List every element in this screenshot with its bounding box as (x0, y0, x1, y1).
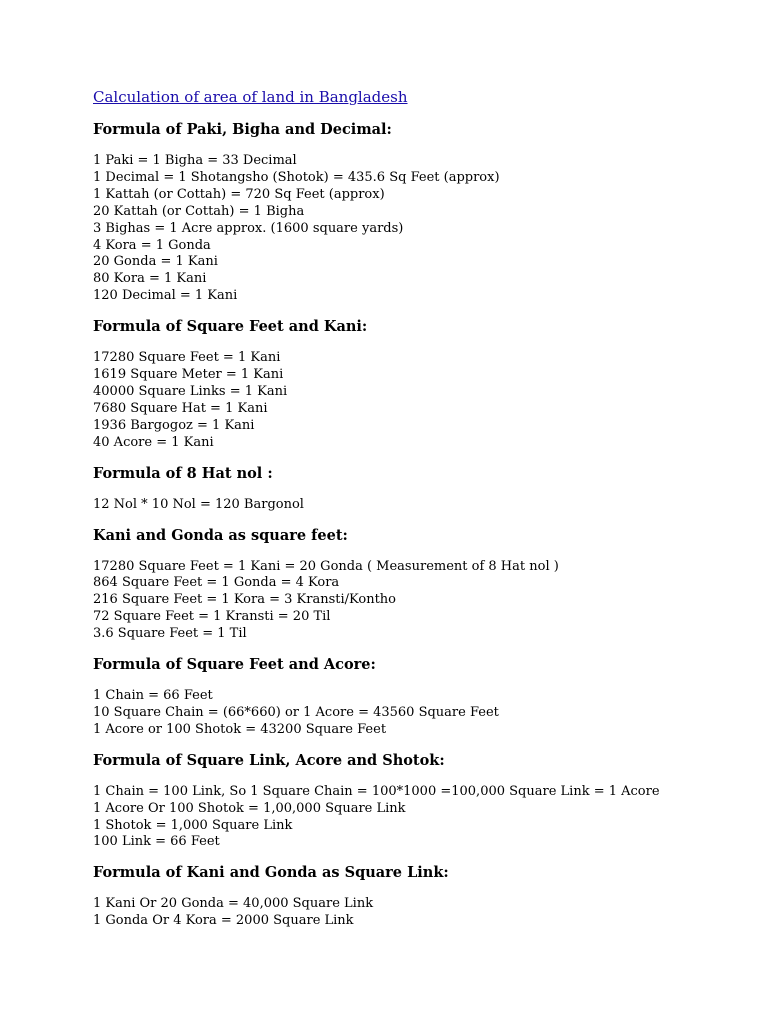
title-link[interactable]: Calculation of area of land in Bangladesh (93, 88, 408, 106)
section-heading: Formula of Square Feet and Acore: (93, 656, 376, 674)
formula-section (93, 862, 743, 930)
formula-line: 4 Kora = 1 Gonda (93, 237, 211, 253)
formula-section (93, 525, 743, 644)
formula-line: 120 Decimal = 1 Kani (93, 288, 238, 304)
formula-section (93, 119, 743, 305)
sections-container (93, 119, 743, 930)
formula-section (93, 654, 743, 739)
document-body (93, 86, 743, 930)
formula-line: 100 Link = 66 Feet (93, 834, 220, 850)
section-heading: Formula of Paki, Bigha and Decimal: (93, 121, 392, 138)
formula-section (93, 316, 743, 451)
formula-line: 3.6 Square Feet = 1 Til (93, 626, 247, 642)
formula-line: 1 Shotok = 1,000 Square Link (93, 817, 293, 833)
formula-line: 10 Square Chain = (66*660) or 1 Acore = 43560 Square Feet (93, 704, 499, 720)
formula-list (93, 350, 743, 451)
formula-line: 40 Acore = 1 Kani (93, 434, 214, 450)
formula-line: 864 Square Feet = 1 Gonda = 4 Kora (93, 575, 340, 591)
formula-line: 20 Gonda = 1 Kani (93, 254, 218, 270)
formula-list (93, 784, 743, 852)
formula-list (93, 559, 743, 644)
formula-line: 1 Chain = 66 Feet (93, 688, 213, 704)
formula-line: 72 Square Feet = 1 Kransti = 20 Til (93, 609, 331, 625)
formula-line: 1 Kattah (or Cottah) = 720 Sq Feet (approx) (93, 186, 385, 202)
formula-line: 1 Decimal = 1 Shotangsho (Shotok) = 435.6 Sq Feet (approx) (93, 169, 500, 185)
formula-line: 1 Gonda Or 4 Kora = 2000 Square Link (93, 913, 354, 929)
formula-line: 20 Kattah (or Cottah) = 1 Bigha (93, 203, 305, 219)
section-heading: Formula of Kani and Gonda as Square Link: (93, 864, 449, 882)
formula-line: 1936 Bargogoz = 1 Kani (93, 417, 255, 433)
formula-section (93, 750, 743, 852)
section-heading: Formula of Square Feet and Kani: (93, 318, 368, 336)
formula-line: 1 Paki = 1 Bigha = 33 Decimal (93, 153, 297, 168)
formula-section (93, 463, 743, 514)
formula-line: 7680 Square Hat = 1 Kani (93, 400, 268, 416)
formula-line: 12 Nol * 10 Nol = 120 Bargonol (93, 496, 304, 512)
section-heading: Formula of 8 Hat nol : (93, 464, 273, 482)
formula-list (93, 688, 743, 739)
formula-line: 3 Bighas = 1 Acre approx. (1600 square yards) (93, 220, 404, 236)
formula-line: 40000 Square Links = 1 Kani (93, 383, 288, 399)
section-heading: Formula of Square Link, Acore and Shotok: (93, 751, 445, 769)
formula-line: 1 Chain = 100 Link, So 1 Square Chain = 100*1000 =100,000 Square Link = 1 Acore (93, 783, 660, 799)
formula-line: 80 Kora = 1 Kani (93, 271, 207, 287)
formula-line: 17280 Square Feet = 1 Kani (93, 350, 281, 366)
formula-list (93, 497, 743, 514)
formula-line: 1 Acore or 100 Shotok = 43200 Square Feet (93, 721, 387, 737)
formula-line: 216 Square Feet = 1 Kora = 3 Kransti/Kontho (93, 592, 396, 608)
formula-line: 1 Acore Or 100 Shotok = 1,00,000 Square Link (93, 800, 406, 816)
formula-list (93, 896, 743, 930)
formula-line: 17280 Square Feet = 1 Kani = 20 Gonda ( Measurement of 8 Hat nol ) (93, 558, 559, 574)
formula-line: 1619 Square Meter = 1 Kani (93, 367, 284, 383)
formula-line: 1 Kani Or 20 Gonda = 40,000 Square Link (93, 896, 374, 912)
section-heading: Kani and Gonda as square feet: (93, 526, 348, 544)
formula-list (93, 153, 743, 305)
